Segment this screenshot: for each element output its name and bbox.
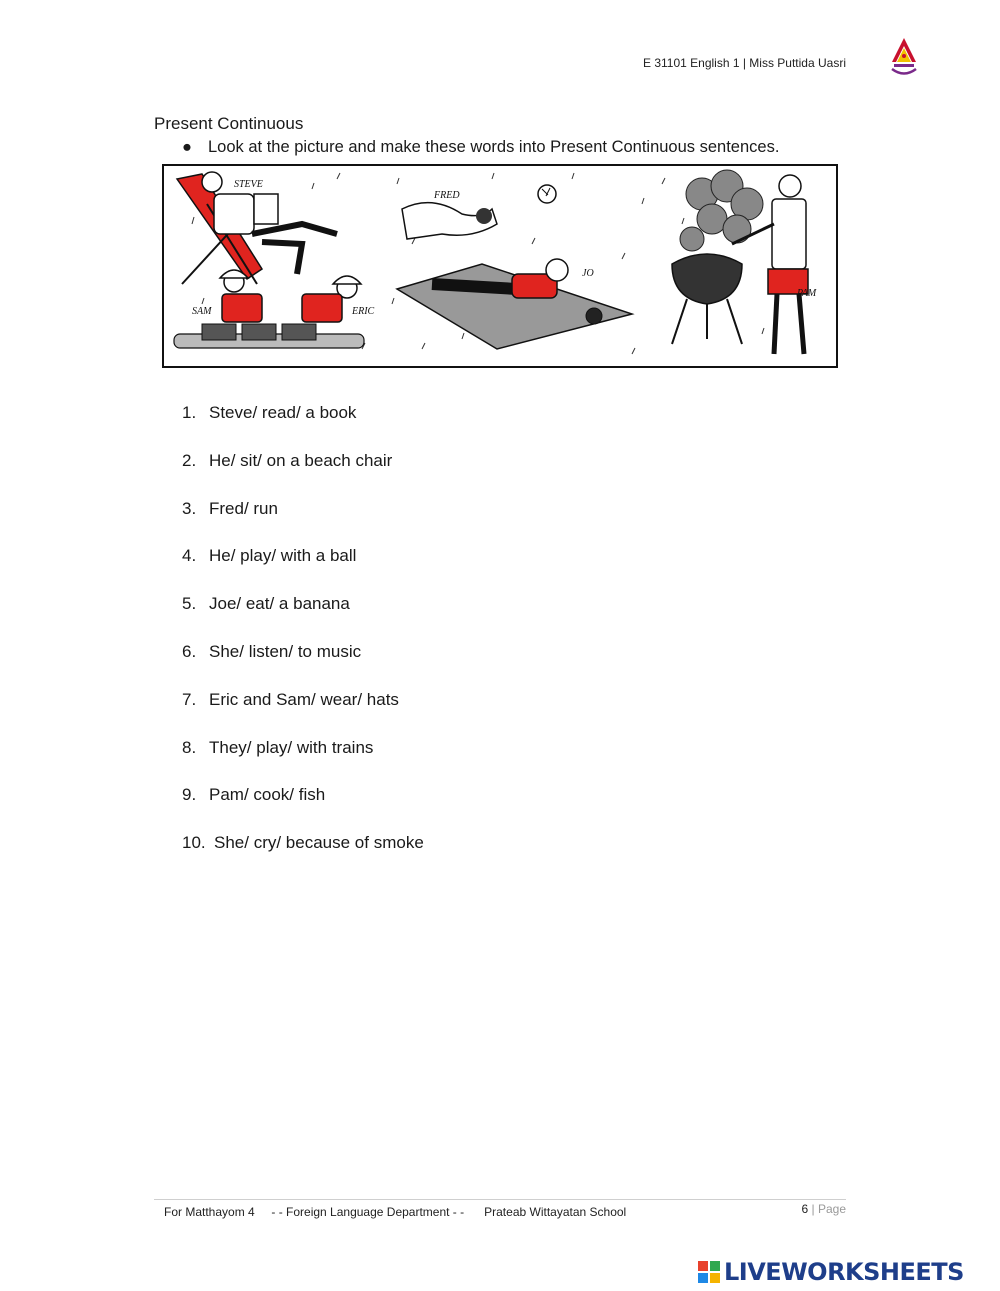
worksheet-illustration <box>162 164 838 370</box>
instruction-text: Look at the picture and make these words into Present Continuous sentences. <box>208 138 780 156</box>
item-text: He/ play/ with a ball <box>209 546 357 566</box>
page-label: Page <box>817 1202 846 1216</box>
item-text: Fred/ run <box>209 498 278 518</box>
label-eric: ERIC <box>352 306 375 317</box>
list-item <box>182 546 424 594</box>
brand-text: LIVEWORKSHEETS <box>724 1258 964 1286</box>
liveworksheets-brand[interactable] <box>698 1257 964 1287</box>
list-item <box>182 785 424 833</box>
footer-info: For Matthayom 4 - - Foreign Language Department - - Prateab Wittayatan School <box>164 1205 627 1219</box>
sentence-list <box>182 403 424 881</box>
item-number: 2. <box>182 450 197 470</box>
list-item <box>182 499 424 547</box>
list-item <box>182 594 424 642</box>
page-separator: | <box>811 1202 815 1216</box>
item-text: He/ sit/ on a beach chair <box>209 450 393 470</box>
item-number: 1. <box>182 403 197 422</box>
item-number: 6. <box>182 641 197 661</box>
label-jo: JO <box>582 268 594 279</box>
label-sam: SAM <box>192 306 212 317</box>
item-number: 8. <box>182 737 197 757</box>
item-number: 9. <box>182 785 197 805</box>
footer-divider <box>154 1199 846 1200</box>
page-number-value: 6 <box>801 1202 809 1216</box>
list-item <box>182 690 424 738</box>
item-text: Eric and Sam/ wear/ hats <box>209 689 399 709</box>
label-steve: STEVE <box>234 179 263 190</box>
liveworksheets-logo-icon <box>698 1261 720 1283</box>
school-emblem-icon <box>886 36 922 80</box>
page-number <box>740 1202 846 1216</box>
list-item <box>182 451 424 499</box>
item-text: Pam/ cook/ fish <box>209 785 326 805</box>
item-text: She/ listen/ to music <box>209 641 362 661</box>
label-pam: PAM <box>797 288 817 299</box>
header-course: E 31101 English 1 | Miss Puttida Uasri <box>643 56 846 70</box>
instruction <box>182 138 779 157</box>
item-text: Joe/ eat/ a banana <box>209 594 350 614</box>
item-number: 7. <box>182 689 197 709</box>
list-item <box>182 833 424 881</box>
bullet-icon: ● <box>182 138 192 156</box>
list-item <box>182 642 424 690</box>
section-title: Present Continuous <box>154 114 304 133</box>
list-item <box>182 403 424 451</box>
item-text: Steve/ read/ a book <box>209 403 357 422</box>
label-fred: FRED <box>434 190 460 201</box>
item-text: She/ cry/ because of smoke <box>214 833 424 853</box>
item-number: 3. <box>182 498 197 518</box>
list-item <box>182 738 424 786</box>
item-number: 5. <box>182 594 197 614</box>
item-number: 10. <box>182 833 206 853</box>
item-text: They/ play/ with trains <box>209 737 374 757</box>
item-number: 4. <box>182 546 197 566</box>
